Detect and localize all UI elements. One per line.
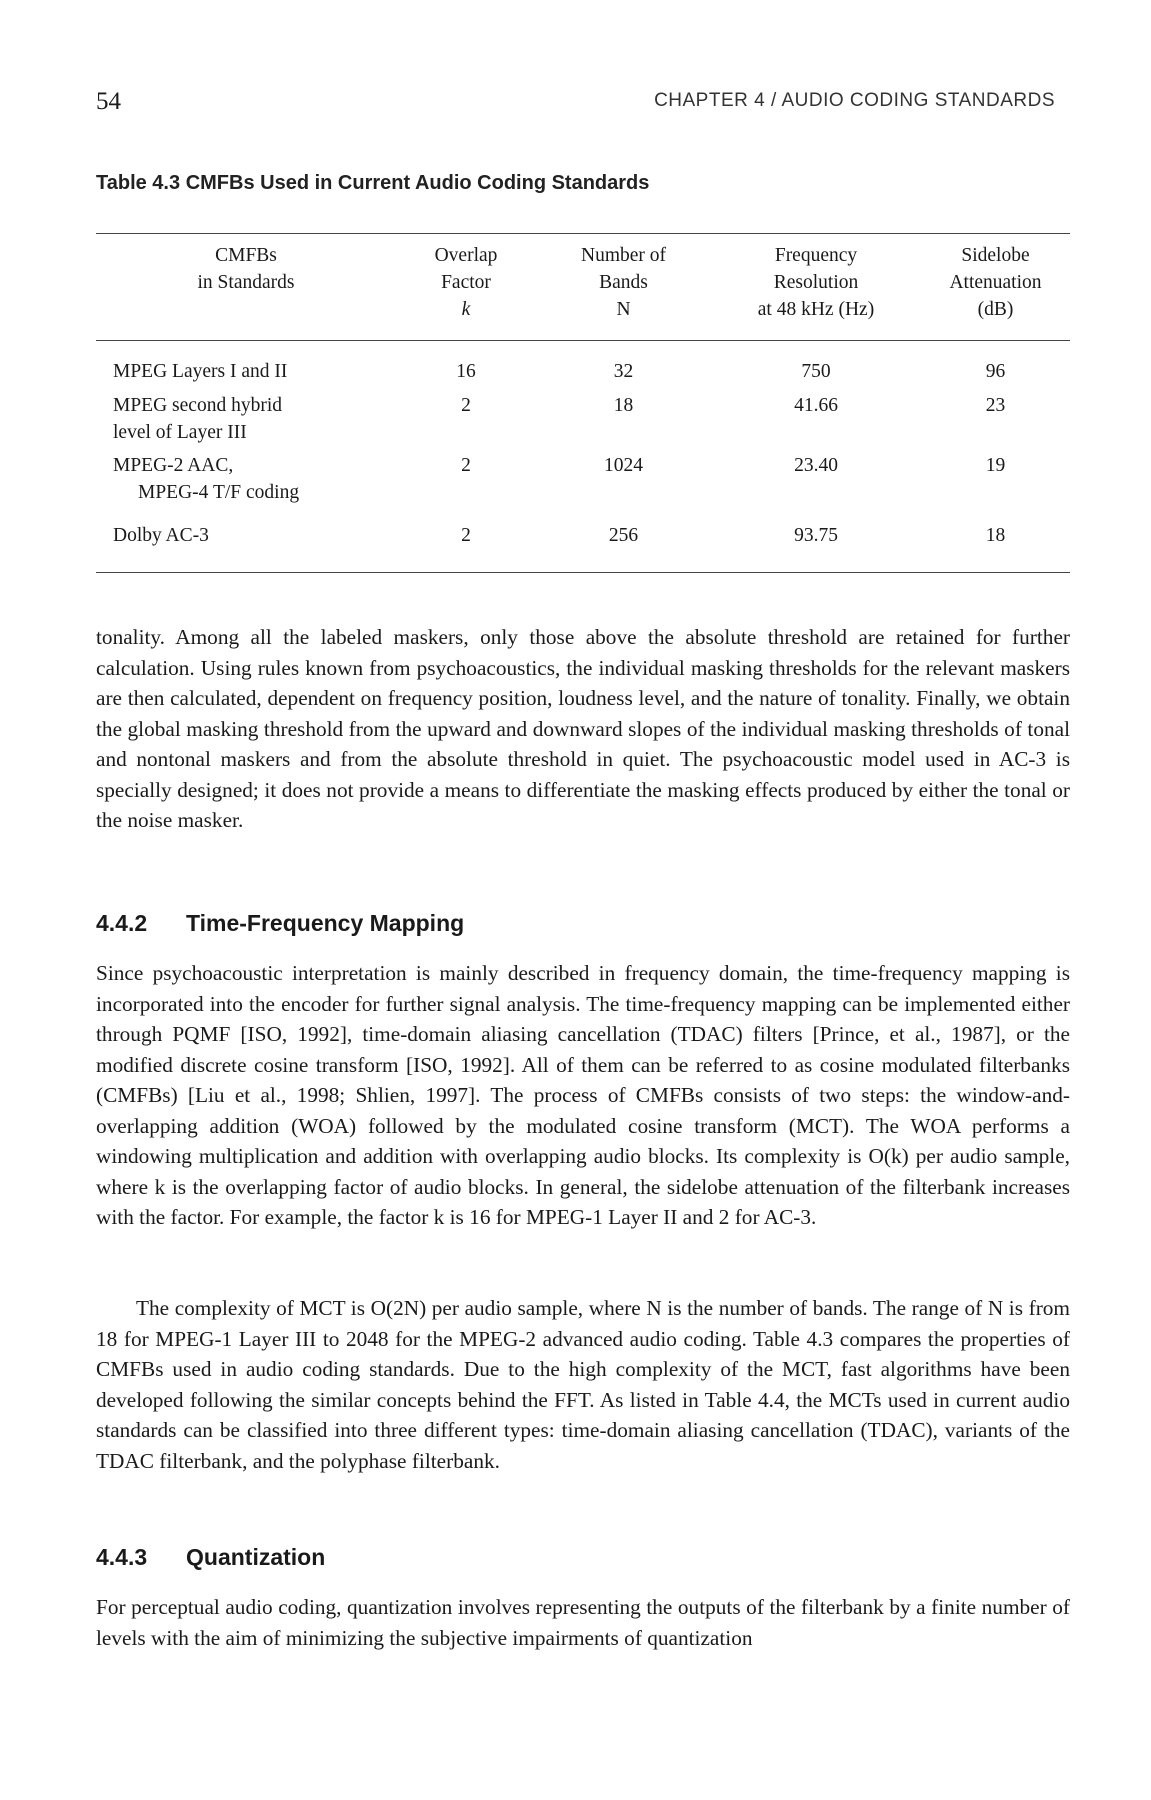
table-caption: [96, 172, 649, 195]
table-cell-attenuation: 19: [985, 455, 1006, 476]
table-cell-bands: 256: [608, 525, 639, 546]
table-row-name: MPEG-2 AAC, MPEG-4 T/F coding: [113, 455, 300, 503]
table-cell-factor: 2: [461, 395, 471, 416]
table-cell-resolution: 93.75: [794, 525, 838, 546]
table-cell-attenuation: 18: [985, 525, 1006, 546]
table-cell-resolution: 41.66: [794, 395, 838, 416]
table-cell-factor: 2: [461, 455, 471, 476]
section-number: 4.4.2: [96, 910, 148, 936]
table-caption-title: CMFBs Used in Current Audio Coding Standards: [185, 172, 650, 194]
body-paragraph: The complexity of MCT is O(2N) per audio sample, where N is the number of bands. The range of N is from 18 for MPEG-1 Layer III to 2048 for the MPEG-2 advanced audio coding. Table 4.3 compares the properties of CMFBs used in audio coding standards. Due to the high complexity of the MCT, fast algorithms have been developed following the similar concepts behind the FFT. As listed in Table 4.4, the MCTs used in current audio standards can be classified into three different types: time-domain aliasing cancellation (TDAC), variants of the TDAC filterbank, and the polyphase filterbank.: [96, 1296, 1070, 1473]
section-title: Time-Frequency Mapping: [186, 910, 465, 936]
section-heading: [96, 910, 464, 937]
table-cell-factor: 2: [461, 525, 471, 546]
table-header-frequency-resolution: Frequency Resolution at 48 kHz (Hz): [757, 245, 875, 320]
section-heading: [96, 1544, 325, 1571]
table-header-cmfbs: CMFBs in Standards: [197, 245, 295, 293]
table-cell-bands: 1024: [604, 455, 643, 476]
table-row-name: MPEG second hybrid level of Layer III: [113, 395, 282, 443]
body-paragraph: For perceptual audio coding, quantization involves representing the outputs of the filterbank by a finite number of levels with the aim of minimizing the subjective impairments of quantization: [96, 1595, 1070, 1650]
page-number: 54: [96, 88, 121, 115]
table-top-rule: [96, 233, 1070, 234]
table-cell-bands: 32: [613, 361, 634, 382]
running-header: CHAPTER 4 / AUDIO CODING STANDARDS: [654, 90, 1055, 111]
table-header-sidelobe-attenuation: Sidelobe Attenuation (dB): [949, 245, 1042, 320]
section-number: 4.4.3: [96, 1544, 148, 1570]
table-bottom-rule: [96, 572, 1070, 573]
body-paragraph: tonality. Among all the labeled maskers, only those above the absolute threshold are retained for further calculation. Using rules known from psychoacoustics, the individual masking thresholds for the relevant maskers are then calculated, dependent on frequency position, loudness level, and the nature of tonality. Finally, we obtain the global masking threshold from the upward and downward slopes of the individual masking thresholds of tonal and nontonal maskers and from the absolute threshold in quiet. The psychoacoustic model used in AC-3 is specially designed; it does not provide a means to differentiate the masking effects produced by either the tonal or the noise masker.: [96, 625, 1070, 832]
table-cell-factor: 16: [456, 361, 476, 382]
table-cell-attenuation: 23: [985, 395, 1006, 416]
table-cell-resolution: 23.40: [794, 455, 838, 476]
table-cell-resolution: 750: [801, 361, 831, 382]
table-row-name: Dolby AC-3: [113, 525, 209, 546]
table-cell-attenuation: 96: [985, 361, 1006, 382]
table-header-number-of-bands: Number of Bands N: [580, 245, 667, 320]
table-header-rule: [96, 340, 1070, 341]
table-header-overlap-factor: Overlap Factor k: [434, 245, 498, 320]
body-paragraph: Since psychoacoustic interpretation is mainly described in frequency domain, the time-frequency mapping is incorporated into the encoder for further signal analysis. The time-frequency mapping can be implemented either through PQMF [ISO, 1992], time-domain aliasing cancellation (TDAC) filters [Prince, et al., 1987], or the modified discrete cosine transform [ISO, 1992]. All of them can be referred to as cosine modulated filterbanks (CMFBs) [Liu et al., 1998; Shlien, 1997]. The process of CMFBs consists of two steps: the window-and-overlapping addition (WOA) followed by the modulated cosine transform (MCT). The WOA performs a windowing multiplication and addition with overlapping audio blocks. Its complexity is O(k) per audio sample, where k is the overlapping factor of audio blocks. In general, the sidelobe attenuation of the filterbank increases with the factor. For example, the factor k is 16 for MPEG-1 Layer II and 2 for AC-3.: [96, 961, 1070, 1229]
section-title: Quantization: [186, 1544, 326, 1570]
table-caption-label: Table 4.3: [96, 172, 181, 194]
table-cell-bands: 18: [613, 395, 634, 416]
table-row-name: MPEG Layers I and II: [113, 361, 288, 382]
